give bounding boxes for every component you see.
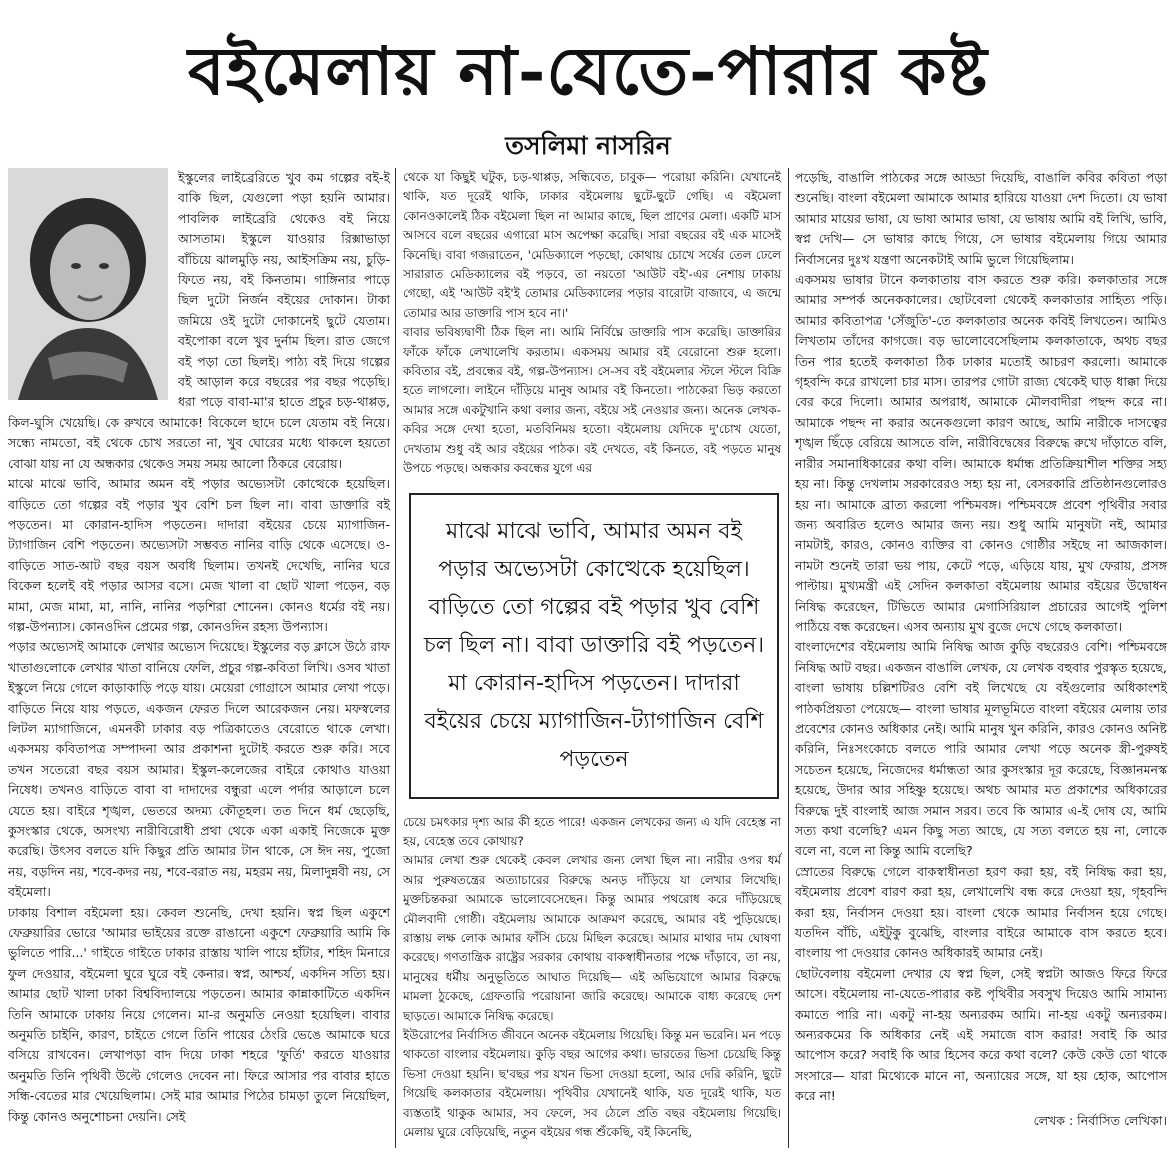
paragraph: ঢাকায় বিশাল বইমেলা হয়। কেবল শুনেছি, দেখা হয়নি। স্বপ্ন ছিল একুশে ফেব্রুয়ারির ভোরে 'আমার ভাইয়ের রক্তে রাঙানো একুশে ফেব্রুয়ারি আমি কি ভুলিতে পারি...' গাইতে গাইতে ঢাকার রাস্তায় খালি পায়ে হাঁটার, শহিদ মিনারে ফুল দেওয়ার, বইমেলা ঘুরে ঘুরে বই কেনার। স্বপ্ন, আশ্চর্য, একদিন সত্যি হয়। আমার ছোট খালা ঢাকা বিশ্ববিদ্যালয়ে পড়তেন। আমার কান্নাকাটিতে একদিন তিনি আমাকে ঢাকায় নিয়ে গেলেন। মা-র অনুমতি নেওয়া হয়েছিল। বাবার অনুমতি চাইনি, কারণ, চাইতে গেলে তিনি পায়ের ঠেংরি ভেঙে আমাকে ঘরে বসিয়ে রাখবেন। লেখাপড়া বাদ দিয়ে ঢাকা শহরে 'ফুর্তি' করতে যাওয়ার অনুমতি তিনি পৃথিবী উল্টে গেলেও দেবেন না। ফিরে আসার পর বাবার হাতে সন্ধি-বেতের মার খেয়েছিলাম। সেই মার আমার পিঠের চামড়া তুলে নিয়েছিল, কিন্তু কোনও অনুশোচনা দেয়নি। সেই	[8, 904, 390, 1124]
column-divider	[395, 168, 396, 1148]
paragraph: বাবার ভবিষ্যদ্বাণী ঠিক ছিল না। আমি নির্বিঘ্নে ডাক্তারি পাস করেছি। ডাক্তারির ফাঁকে ফাঁকে লেখালেখি করতাম। একসময় আমার বই বেরোনো শুরু হলো। কবিতার বই, প্রবন্ধের বই, গল্প-উপন্যাস। সে-সব বই বইমেলার স্টলে স্টলে বিক্রি হতে লাগলো। লাইনে দাঁড়িয়ে মানুষ আমার বই কিনতো। পাঠকেরা ভিড় করতো আমার সঙ্গে একটুখানি কথা বলার জন্য, বইয়ে সই নেওয়ার জন্য। অনেক লেখক-কবির সঙ্গে দেখা হতো, মতবিনিময় হতো। বইমেলায় যেদিকে দু'চোখ যেতো, দেখতাম শুধু বই আর বইয়ের পাঠক। বই দেখতে, বই কিনতে, বই পড়তে মানুষ উপচে পড়ছে। অন্ধকার কবন্ধের যুগে এর	[403, 325, 781, 476]
paragraph: ইস্কুলের লাইব্রেরিতে খুব কম গল্পের বই-ই বাকি ছিল, যেগুলো পড়া হয়নি আমার। পাবলিক লাইব্রেরি থেকেও বই নিয়ে আসতাম। ইস্কুলে যাওয়ার রিক্সাভাড়া বাঁচিয়ে ঝালমুড়ি নয়, আইসক্রিম নয়, চুড়ি-ফিতে নয়, বই কিনতাম। গাঙ্গিনার পাড়ে ছিল দুটো নির্জন বইয়ের দোকান। টাকা জমিয়ে ওই দুটো দোকানেই ছুটে যেতাম। বইপোকা বলে খুব দুর্নাম ছিল। রাত জেগে বই পড়া তো ছিলই। পাঠ্য বই দিয়ে গল্পের বই আড়াল করে বছরের পর বছর পড়েছি। ধরা পড়ে বাবা-মা'র হাতে প্রচুর চড়-থাপ্পড়, কিল-ঘুসি খেয়েছি। কে রুখবে আমাকে! বিকেলে ছাদে চলে যেতাম বই নিয়ে। সন্ধ্যে নামতো, বই থেকে চোখ সরতো না, খুব ঘোরের মধ্যে থাকলে হয়তো বোঝা যায় না যে অন্ধকার থেকেও সময় সময় আলো ঠিকরে বেরোয়।	[8, 170, 390, 471]
paragraph: ছোটবেলায় বইমেলা দেখার যে স্বপ্ন ছিল, সেই স্বপ্নটা আজও ফিরে ফিরে আসে। বইমেলায় না-যেতে-পারার কষ্ট পৃথিবীর সবসুখ দিয়েও আমি সামান্য কমাতে পারি না। একটু না-হয় অন্যরকম আমি। না-হয় একটু অন্যরকম। অন্যরকমের কি অধিকার নেই এই সমাজে বাস করার! সবাই কি আর আপোস করে? সবাই কি আর হিসেব করে কথা বলে? কেউ কেউ তো থাকে সংসারে— যারা মিথ্যেকে মানে না, অন্যায়ের সঙ্গে, যা হয় হোক, আপোস করে না!	[795, 965, 1167, 1104]
paragraph: থেকে যা কিছুই ঘটুক, চড়-থাপ্পড়, সন্ধিবেত, চাবুক— পরোয়া করিনি। যেখানেই থাকি, যত দূরেই থাকি, ঢাকার বইমেলায় ছুটে-ছুটে গেছি। এ বইমেলা কোনওকালেই ঠিক বইমেলা ছিল না আমার কাছে, ছিল প্রাণের মেলা। একটি মাস আসবে বলে বছরের এগারো মাস অপেক্ষা করেছি। সারা বছরের বই এক মাসেই কিনেছি। বাবা গজরাতেন, 'মেডিক্যালে পড়ছো, কোথায় চোখে সর্ষের তেল ঢেলে সারারাত মেডিক্যালের বই পড়বে, তা নয়তো 'আউট বই'-এর নেশায় ঢাকায় গেছো, এই 'আউট বই'ই তোমার মেডিক্যালের পড়ার বারোটা বাজাবে, এ জন্মে তোমার আর ডাক্তারি পাস হবে না।'	[403, 170, 781, 320]
author-photo	[8, 168, 168, 400]
column-2	[403, 168, 781, 1142]
paragraph: একসময় ভাষার টানে কলকাতায় বাস করতে শুরু করি। কলকাতার সঙ্গে আমার সম্পর্ক অনেককালের। ছোটবেলা থেকেই কলকাতার সাহিত্য পড়ি। আমার কবিতাপত্র 'সেঁজুতি'-তে কলকাতার অনেক কবিই লিখতেন। আমিও লিখতাম তাঁদের কাগজে। বড় ভালোবেসেছিলাম কলকাতাকে, অথচ বছর তিন পার হতেই কলকাতা ঠিক ঢাকার মতোই আচরণ করলো। আমাকে গৃহবন্দি করে রাখলো চার মাস। তারপর গোটা রাজ্য থেকেই ঘাড় ধাক্কা দিয়ে বের করে দিলো। আমার অপরাধ, আমাকে মৌলবাদীরা পছন্দ করে না। আমাকে পছন্দ না করার অনেকগুলো কারণ আছে, আমি নারীকে দাসত্বের শৃঙ্খল ছিঁড়ে বেরিয়ে আসতে বলি, নারীবিদ্বেষের বিরুদ্ধে রুখে দাঁড়াতে বলি, নারীর সমানাধিকারের কথা বলি। আমাকে ধর্মান্ধ প্রতিক্রিয়াশীল শক্তির সহ্য হয় না। কিন্তু দেখলাম সরকারেরও সহ্য হয় না, বেসরকারি প্রতিষ্ঠানগুলোরও হয় না। আমাকে ব্রাত্য করলো পশ্চিমবঙ্গ। পশ্চিমবঙ্গে প্রবেশ পৃথিবীর সবার জন্য অবারিত হলেও আমার জন্য নয়। শুধু আমি মানুষটা নই, আমার নামটাই, কারও, কোনও ব্যক্তির বা কোনও গোষ্ঠীর সইছে না আজকাল। নামটা শুনেই তারা ভয় পায়, কেটে পড়ে, এড়িয়ে যায়, মুখ ফেরায়, প্রসঙ্গ পাল্টায়। মুখ্যমন্ত্রী এই সেদিন কলকাতা বইমেলায় আমার বইয়ের উদ্বোধন নিষিদ্ধ করেছেন, টিভিতে আমার মেগাসিরিয়াল প্রচারের আগেই পুলিশ পাঠিয়ে বন্ধ করেছেন। এসব অন্যায় মুখ বুজে দেখে গেছে কলকাতা।	[795, 272, 1167, 634]
paragraph: স্রোতের বিরুদ্ধে গেলে বাকস্বাধীনতা হরণ করা হয়, বই নিষিদ্ধ করা হয়, বইমেলায় প্রবেশ বারণ করা হয়, লেখালেখি বন্ধ করে দেওয়া হয়, গৃহবন্দি করা হয়, নির্বাসন দেওয়া হয়। বাংলা থেকে আমার নির্বাসন হয়ে গেছে। যতদিন বাঁচি, এইটুকু বুঝেছি, বাংলার বাইরে আমাকে বাস করতে হবে। বাংলায় পা দেওয়ার কোনও অধিকারই আমার নেই।	[795, 863, 1167, 961]
paragraph: ইউরোপের নির্বাসিত জীবনে অনেক বইমেলায় গিয়েছি। কিন্তু মন ভরেনি। মন পড়ে থাকতো বাংলার বইমেলায়। কুড়ি বছর আগের কথা। ভারতের ভিসা চেয়েছি কিন্তু ভিসা দেওয়া হয়নি। ছ'বছর পর যখন ভিসা দেওয়া হলো, আর দেরি করিনি, ছুটে গিয়েছি কলকাতার বইমেলায়। পৃথিবীর যেখানেই থাকি, যত দূরেই থাকি, যত ব্যস্ততাই থাকুক আমার, সব ফেলে, সব ঠেলে প্রতি বছর বইমেলায় গিয়েছি। মেলায় ঘুরে বেড়িয়েছি, নতুন বইয়ের গন্ধ শুঁকেছি, বই কিনেছি,	[403, 1027, 781, 1139]
headline: বইমেলায় না-যেতে-পারার কষ্ট	[188, 32, 988, 110]
column-1	[8, 168, 390, 1127]
paragraph: আমার লেখা শুরু থেকেই কেবল লেখার জন্য লেখা ছিল না। নারীর ওপর ধর্ম আর পুরুষতন্ত্রের অত্যাচারের বিরুদ্ধে অনড় দাঁড়িয়ে যা লেখার লিখেছি। মুক্তচিন্তকরা আমাকে ভালোবেসেছেন। কিন্তু আমার পথরোধ করে দাঁড়িয়েছে মৌলবাদী গোষ্ঠী। বইমেলায় আমাকে আক্রমণ করেছে, আমার বই পুড়িয়েছে। রাস্তায় লক্ষ লোক আমার ফাঁসি চেয়ে মিছিল করেছে। আমার মাথার দাম ঘোষণা করেছে। গণতান্ত্রিক রাষ্ট্রের সরকার কোথায় বাকস্বাধীনতার পক্ষে দাঁড়াবে, তা নয়, মানুষের ধর্মীয় অনুভূতিতে আঘাত দিয়েছি— এই অভিযোগে আমার বিরুদ্ধে মামলা ঠুকেছে, গ্রেফতারি পরোয়ানা জারি করেছে। আমাকে বাধ্য করেছে দেশ ছাড়তে। আমাকে নিষিদ্ধ করেছে।	[403, 853, 781, 1023]
paragraph: মাঝে মাঝে ভাবি, আমার অমন বই পড়ার অভ্যেসটা কোত্থেকে হয়েছিল। বাড়িতে তো গল্পের বই পড়ার খুব বেশি চল ছিল না। বাবা ডাক্তারি বই পড়তেন। মা কোরান-হাদিস পড়তেন। দাদারা বইয়ের চেয়ে ম্যাগাজিন-ট্যাগাজিন বেশি পড়তেন। অভ্যেসটা সম্ভবত নানির বাড়ি থেকে এসেছে। ও-বাড়িতে সাত-আট বছর বয়স অবধি ছিলাম। তখনই দেখেছি, নানির ঘরে বিকেল হলেই বই পড়ার আসর বসে। মেজ খালা বা ছোট খালা পড়েন, বড় মামা, মেজ মামা, মা, নানি, নানির পড়শিরা শোনেন। কোনও ধর্মের বই নয়। গল্প-উপন্যাস। কোনওদিন প্রেমের গল্প, কোনওদিন রহস্য উপন্যাস।	[8, 476, 390, 634]
pull-quote: মাঝে মাঝে ভাবি, আমার অমন বই পড়ার অভ্যেসটা কোত্থেকে হয়েছিল। বাড়িতে তো গল্পের বই পড়ার খুব বেশি চল ছিল না। বাবা ডাক্তারি বই পড়তেন। মা কোরান-হাদিস পড়তেন। দাদারা বইয়ের চেয়ে ম্যাগাজিন-ট্যাগাজিন বেশি পড়তেন	[409, 493, 779, 799]
paragraph: পড়ার অভ্যেসই আমাকে লেখার অভ্যেস দিয়েছে। ইস্কুলের বড় ক্লাসে উঠে রাফ খাতাগুলোকে লেখার খাতা বানিয়ে ফেলি, প্রচুর গল্প-কবিতা লিখি। ওসব খাতা ইস্কুলে নিয়ে গেলে কাড়াকাড়ি পড়ে যায়। মেয়েরা গোগ্রাসে আমার লেখা পড়ে। বাড়িতে নিয়ে যায় পড়তে, একজন ফেরত দিলে আরেকজন নেয়। মফস্বলের লিটল ম্যাগাজিনে, এমনকী ঢাকার বড় পত্রিকাতেও বেরোতে থাকে লেখা। একসময় কবিতাপত্র সম্পাদনা আর প্রকাশনা দুটোই করতে শুরু করি। সবে তখন সতেরো বছর বয়স আমার। ইস্কুল-কলেজের বাইরে কোথাও যাওয়া নিষেধ। তখনও বাড়িতে বাবা বা দাদাদের বন্ধুরা এলে পর্দার আড়ালে চলে যেতে হয়। বাইরে শৃঙ্খল, ভেতরে অদম্য কৌতূহল। তত দিনে ধর্ম ছেড়েছি, কুসংস্কার থেকে, অসংখ্য নারীবিরোধী প্রথা থেকে একা একাই নিজেকে মুক্ত করেছি। উৎসব বলতে যদি কিছুর প্রতি আমার টান থাকে, সে ঈদ নয়, পুজো নয়, বড়দিন নয়, শবে-কদর নয়, শবে-বরাত নয়, মহরম নয়, মিলাদুন্নবী নয়, সে বইমেলা।	[8, 639, 390, 900]
author-byline: তসলিমা নাসরিন	[505, 131, 671, 160]
paragraph: পড়েছি, বাঙালি পাঠকের সঙ্গে আড্ডা দিয়েছি, বাঙালি কবির কবিতা পড়া শুনেছি। বাংলা বইমেলা আমাকে আমার হারিয়ে যাওয়া দেশ দিতো। যে ভাষা আমার মায়ের ভাষা, যে ভাষা আমার ভাষা, যে ভাষায় আমি বই লিখি, ভাবি, স্বপ্ন দেখি— সে ভাষার কাছে গিয়ে, সে ভাষার বইমেলায় গিয়ে আমার নির্বাসনের দুঃখ যন্ত্রণা অনেকটাই আমি ভুলে গিয়েছিলাম।	[795, 170, 1167, 267]
paragraph: চেয়ে চমৎকার দৃশ্য আর কী হতে পারে! একজন লেখকের জন্য এ যদি বেহেস্ত না হয়, বেহেস্ত তবে কোথায়?	[403, 814, 781, 848]
author-note: লেখক : নির্বাসিত লেখিকা।	[1033, 1112, 1167, 1128]
paragraph: বাংলাদেশের বইমেলায় আমি নিষিদ্ধ আজ কুড়ি বছরেরও বেশি। পশ্চিমবঙ্গে নিষিদ্ধ আট বছর। একজন বাঙালি লেখক, যে লেখক বহুবার পুরস্কৃত হয়েছে, বাংলা ভাষায় চল্লিশটিরও বেশি বই লিখেছে যে বইগুলোর অধিকাংশই পাঠকপ্রিয়তা পেয়েছে— বাংলা ভাষার মূলভূমিতে বাংলা বইয়ের মেলায় তার প্রবেশের কোনও অধিকার নেই। আমি মানুষ খুন করিনি, কারও কোনও অনিষ্ট করিনি, নিঃসংকোচে বলতে পারি আমার লেখা পড়ে অনেক স্ত্রী-পুরুষই সচেতন হয়েছে, নিজেদের ধর্মান্ধতা আর কুসংস্কার দূর করেছে, বিজ্ঞানমনস্ক হয়েছে, উদার আর সহিষ্ণু হয়েছে। অথচ আমার মত প্রকাশের অধিকারের বিরুদ্ধে দুই বাংলাই আজ সমান সরব। তবে কি আমার এ-ই দোষ যে, আমি সত্য কথা বলেছি? এমন কিছু সত্য আছে, যে সত্য বলতে হয় না, লোকে বলে না, বলে না কিন্তু আমি বলেছি?	[795, 639, 1167, 859]
column-3	[795, 168, 1167, 1131]
column-divider	[788, 168, 789, 1148]
